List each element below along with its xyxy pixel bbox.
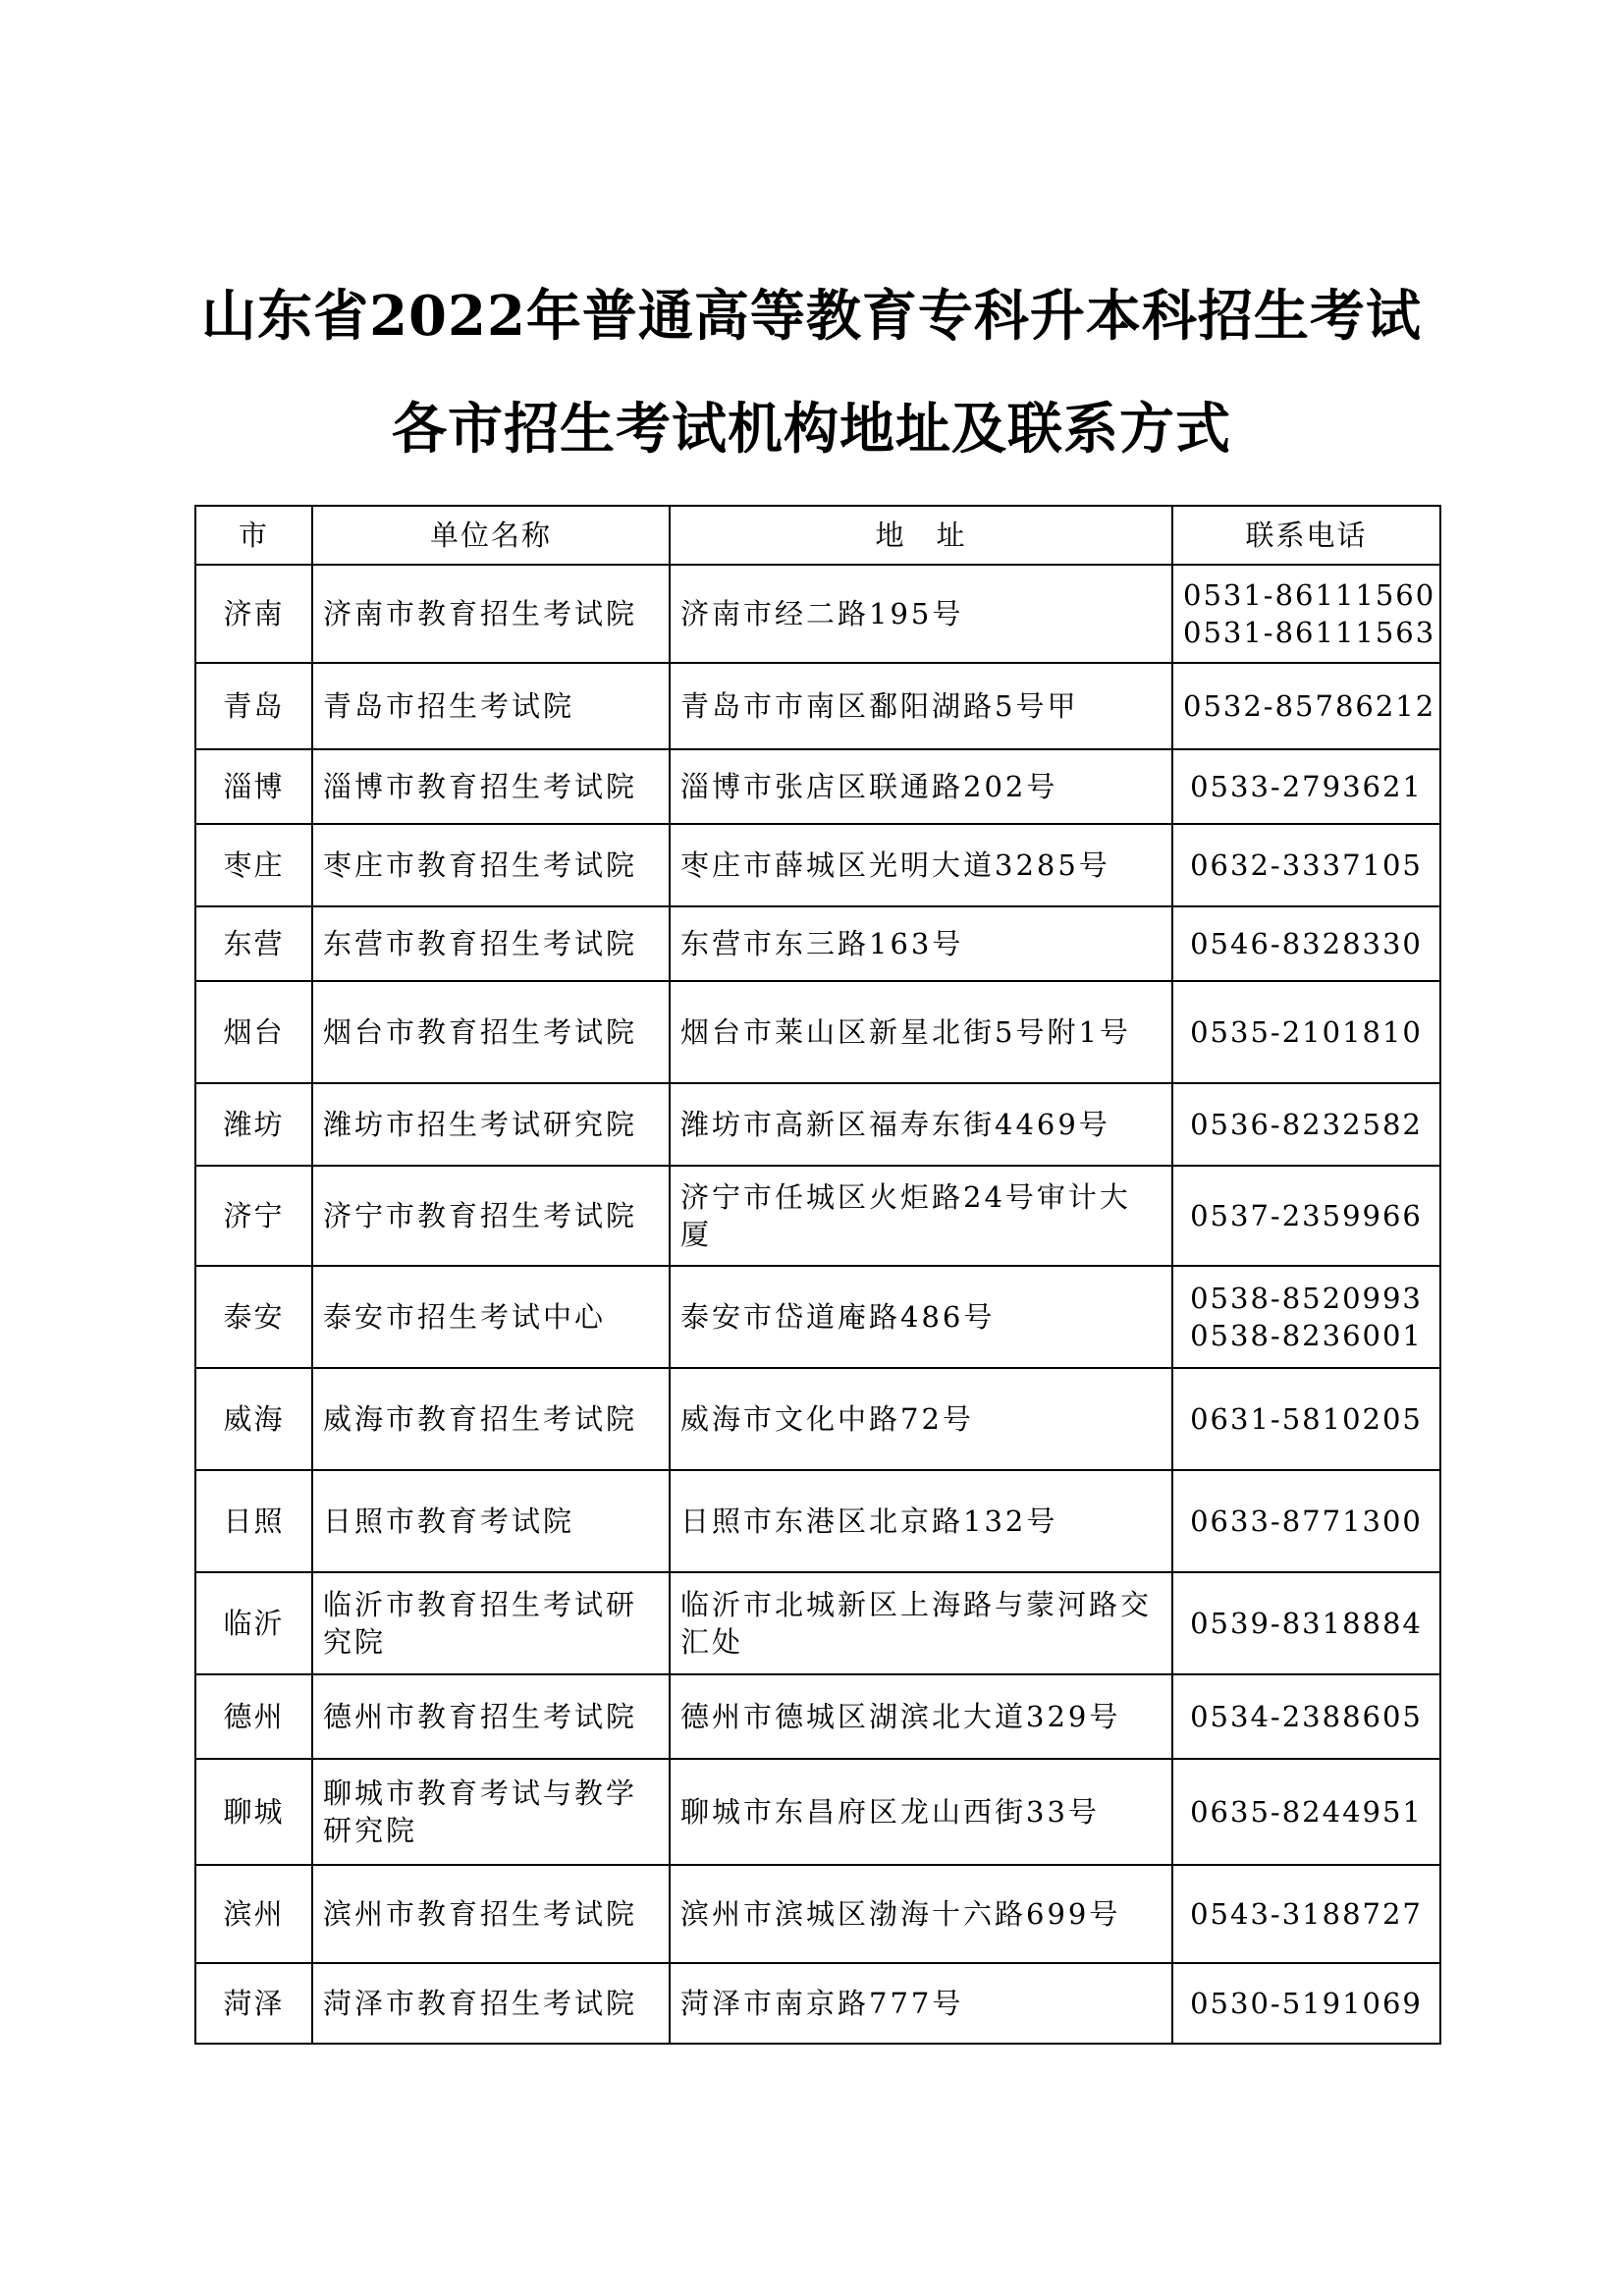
unit-cell: 济宁市教育招生考试院 bbox=[312, 1166, 670, 1266]
header-city: 市 bbox=[195, 506, 312, 565]
phone-number: 0631-5810205 bbox=[1190, 1402, 1423, 1436]
address-cell: 烟台市莱山区新星北街5号附1号 bbox=[670, 981, 1172, 1083]
address-cell: 潍坊市高新区福寿东街4469号 bbox=[670, 1083, 1172, 1166]
phone-number: 0546-8328330 bbox=[1190, 927, 1423, 960]
address-cell: 济南市经二路195号 bbox=[670, 565, 1172, 663]
unit-cell: 聊城市教育考试与教学研究院 bbox=[312, 1759, 670, 1865]
table-row bbox=[195, 1166, 1440, 1266]
document-title-line-2: 各市招生考试机构地址及联系方式 bbox=[392, 397, 1231, 462]
address-cell: 淄博市张店区联通路202号 bbox=[670, 749, 1172, 824]
city-cell: 聊城 bbox=[195, 1759, 312, 1865]
unit-cell: 日照市教育考试院 bbox=[312, 1470, 670, 1572]
city-cell: 枣庄 bbox=[195, 824, 312, 906]
phone-cell bbox=[1172, 824, 1440, 906]
city-cell: 东营 bbox=[195, 906, 312, 981]
unit-cell: 菏泽市教育招生考试院 bbox=[312, 1963, 670, 2044]
phone-cell bbox=[1172, 1166, 1440, 1266]
city-cell: 潍坊 bbox=[195, 1083, 312, 1166]
phone-number: 0538-8236001 bbox=[1190, 1319, 1423, 1352]
address-cell: 德州市德城区湖滨北大道329号 bbox=[670, 1674, 1172, 1759]
city-cell: 德州 bbox=[195, 1674, 312, 1759]
unit-cell: 烟台市教育招生考试院 bbox=[312, 981, 670, 1083]
header-unit: 单位名称 bbox=[312, 506, 670, 565]
table-row bbox=[195, 1266, 1440, 1368]
phone-cell bbox=[1172, 1759, 1440, 1865]
address-cell: 威海市文化中路72号 bbox=[670, 1368, 1172, 1470]
address-cell: 青岛市市南区鄱阳湖路5号甲 bbox=[670, 663, 1172, 749]
phone-number: 0533-2793621 bbox=[1190, 770, 1423, 803]
phone-cell bbox=[1172, 1963, 1440, 2044]
table-row bbox=[195, 749, 1440, 824]
city-cell: 济宁 bbox=[195, 1166, 312, 1266]
phone-number: 0632-3337105 bbox=[1190, 848, 1423, 882]
phone-number: 0535-2101810 bbox=[1190, 1015, 1423, 1049]
address-cell: 济宁市任城区火炬路24号审计大厦 bbox=[670, 1166, 1172, 1266]
phone-number: 0531-86111563 bbox=[1183, 616, 1436, 649]
city-cell: 滨州 bbox=[195, 1865, 312, 1963]
city-cell: 济南 bbox=[195, 565, 312, 663]
city-cell: 淄博 bbox=[195, 749, 312, 824]
city-cell: 烟台 bbox=[195, 981, 312, 1083]
phone-cell bbox=[1172, 906, 1440, 981]
phone-number: 0539-8318884 bbox=[1190, 1607, 1423, 1640]
address-cell: 日照市东港区北京路132号 bbox=[670, 1470, 1172, 1572]
phone-number: 0530-5191069 bbox=[1190, 1987, 1423, 2020]
unit-cell: 威海市教育招生考试院 bbox=[312, 1368, 670, 1470]
phone-cell bbox=[1172, 1865, 1440, 1963]
unit-cell: 滨州市教育招生考试院 bbox=[312, 1865, 670, 1963]
table-row bbox=[195, 1674, 1440, 1759]
phone-cell bbox=[1172, 981, 1440, 1083]
phone-cell bbox=[1172, 749, 1440, 824]
phone-cell bbox=[1172, 1266, 1440, 1368]
address-cell: 枣庄市薛城区光明大道3285号 bbox=[670, 824, 1172, 906]
phone-cell bbox=[1172, 1572, 1440, 1674]
table-row bbox=[195, 1963, 1440, 2044]
phone-cell bbox=[1172, 1470, 1440, 1572]
table-row bbox=[195, 565, 1440, 663]
phone-number: 0633-8771300 bbox=[1190, 1504, 1423, 1538]
unit-cell: 济南市教育招生考试院 bbox=[312, 565, 670, 663]
phone-number: 0532-85786212 bbox=[1183, 689, 1436, 723]
address-cell: 东营市东三路163号 bbox=[670, 906, 1172, 981]
unit-cell: 泰安市招生考试中心 bbox=[312, 1266, 670, 1368]
table-row bbox=[195, 1470, 1440, 1572]
unit-cell: 青岛市招生考试院 bbox=[312, 663, 670, 749]
address-cell: 菏泽市南京路777号 bbox=[670, 1963, 1172, 2044]
phone-number: 0543-3188727 bbox=[1190, 1897, 1423, 1931]
phone-cell bbox=[1172, 663, 1440, 749]
unit-cell: 淄博市教育招生考试院 bbox=[312, 749, 670, 824]
address-cell: 泰安市岱道庵路486号 bbox=[670, 1266, 1172, 1368]
phone-number: 0534-2388605 bbox=[1190, 1700, 1423, 1733]
table-row bbox=[195, 1083, 1440, 1166]
phone-number: 0635-8244951 bbox=[1190, 1795, 1423, 1829]
contact-table bbox=[194, 505, 1441, 2045]
table-row bbox=[195, 824, 1440, 906]
city-cell: 菏泽 bbox=[195, 1963, 312, 2044]
address-cell: 聊城市东昌府区龙山西街33号 bbox=[670, 1759, 1172, 1865]
unit-cell: 潍坊市招生考试研究院 bbox=[312, 1083, 670, 1166]
table-header-row bbox=[195, 506, 1440, 565]
phone-number: 0538-8520993 bbox=[1190, 1282, 1423, 1315]
city-cell: 威海 bbox=[195, 1368, 312, 1470]
table-row bbox=[195, 1368, 1440, 1470]
phone-number: 0531-86111560 bbox=[1183, 578, 1436, 612]
table-row bbox=[195, 906, 1440, 981]
city-cell: 临沂 bbox=[195, 1572, 312, 1674]
table-row bbox=[195, 1572, 1440, 1674]
table-row bbox=[195, 1865, 1440, 1963]
unit-cell: 枣庄市教育招生考试院 bbox=[312, 824, 670, 906]
table-row bbox=[195, 981, 1440, 1083]
phone-cell bbox=[1172, 1083, 1440, 1166]
unit-cell: 东营市教育招生考试院 bbox=[312, 906, 670, 981]
unit-cell: 临沂市教育招生考试研究院 bbox=[312, 1572, 670, 1674]
address-cell: 滨州市滨城区渤海十六路699号 bbox=[670, 1865, 1172, 1963]
phone-number: 0536-8232582 bbox=[1190, 1108, 1423, 1141]
city-cell: 泰安 bbox=[195, 1266, 312, 1368]
header-address: 地 址 bbox=[670, 506, 1172, 565]
unit-cell: 德州市教育招生考试院 bbox=[312, 1674, 670, 1759]
table-row bbox=[195, 663, 1440, 749]
phone-cell bbox=[1172, 1674, 1440, 1759]
header-phone: 联系电话 bbox=[1172, 506, 1440, 565]
phone-cell bbox=[1172, 565, 1440, 663]
city-cell: 青岛 bbox=[195, 663, 312, 749]
city-cell: 日照 bbox=[195, 1470, 312, 1572]
address-cell: 临沂市北城新区上海路与蒙河路交汇处 bbox=[670, 1572, 1172, 1674]
document-title-line-1: 山东省2022年普通高等教育专科升本科招生考试 bbox=[201, 284, 1422, 349]
phone-number: 0537-2359966 bbox=[1190, 1199, 1423, 1232]
phone-cell bbox=[1172, 1368, 1440, 1470]
table-row bbox=[195, 1759, 1440, 1865]
